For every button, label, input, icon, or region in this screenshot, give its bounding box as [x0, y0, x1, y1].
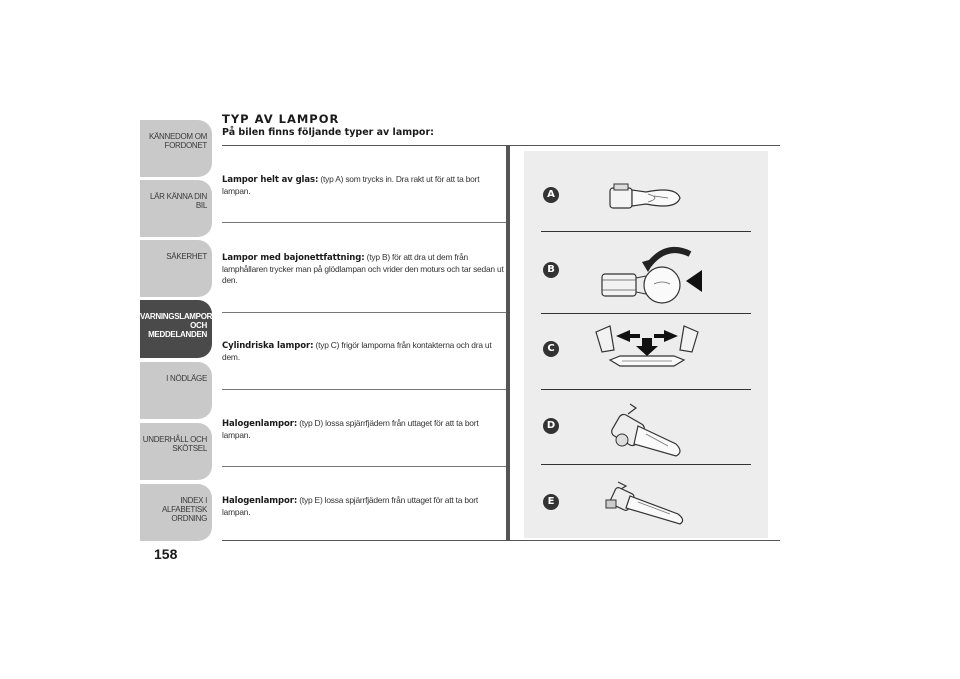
illustration-divider — [541, 313, 751, 314]
section-subtitle: På bilen finns följande typer av lampor: — [222, 127, 434, 138]
lamp-text: (typ E) lossa spjärrfjädern från uttaget för att ta bort lampan. — [222, 495, 478, 517]
tab-varningslampor-och-meddelanden[interactable] — [140, 300, 212, 358]
tab-label: KÄNNEDOM OM FORDONET — [148, 132, 207, 150]
festoon-bulb-icon — [592, 322, 702, 378]
row-divider — [222, 312, 506, 313]
lamp-type-c-description — [222, 340, 504, 363]
page-number: 158 — [154, 546, 178, 562]
row-divider — [222, 222, 506, 223]
tab-label: INDEX I ALFABETISK ORDNING — [161, 496, 207, 523]
illustration-divider — [541, 464, 751, 465]
top-rule — [222, 145, 780, 146]
lamp-type-e-description — [222, 495, 504, 518]
bottom-rule — [222, 540, 780, 541]
lamp-text: (typ D) lossa spjärrfjädern från uttaget för att ta bort lampan. — [222, 418, 479, 440]
tab-i-nodlage[interactable] — [140, 362, 212, 419]
tab-kannedom-om-fordonet[interactable] — [140, 120, 212, 177]
lamp-type-b-description — [222, 252, 504, 286]
tab-label: VARNINGSLAMPOR OCH MEDDELANDEN — [140, 312, 213, 339]
lamp-term: Halogenlampor: — [222, 419, 298, 429]
row-divider — [222, 466, 506, 467]
illustration-divider — [541, 389, 751, 390]
badge-a: A — [543, 187, 559, 203]
badge-b: B — [543, 262, 559, 278]
tab-label: SÄKERHET — [166, 252, 207, 261]
tab-label: UNDERHÅLL OCH SKÖTSEL — [142, 435, 207, 453]
halogen-h7-bulb-icon — [604, 478, 690, 530]
tab-sakerhet[interactable] — [140, 240, 212, 297]
halogen-h4-bulb-icon — [606, 400, 690, 462]
lamp-term: Halogenlampor: — [222, 496, 298, 506]
tab-label: I NÖDLÄGE — [166, 374, 207, 383]
tab-underhall-och-skotsel[interactable] — [140, 423, 212, 480]
lamp-type-d-description — [222, 418, 504, 441]
badge-d: D — [543, 418, 559, 434]
lamp-term: Lampor helt av glas: — [222, 175, 319, 185]
lamp-term: Lampor med bajonettfattning: — [222, 253, 365, 263]
row-divider — [222, 389, 506, 390]
tab-lar-kanna-din-bil[interactable] — [140, 180, 212, 237]
illustration-divider — [541, 231, 751, 232]
badge-e: E — [543, 494, 559, 510]
wedge-bulb-icon — [606, 172, 688, 222]
lamp-type-a-description — [222, 174, 504, 197]
tab-index-i-alfabetisk-ordning[interactable] — [140, 484, 212, 541]
bayonet-bulb-icon — [598, 240, 708, 308]
tab-label: LÄR KÄNNA DIN BIL — [149, 192, 207, 210]
lamp-term: Cylindriska lampor: — [222, 341, 314, 351]
lamp-text: (typ C) frigör lamporna från kontakterna och dra ut dem. — [222, 340, 492, 362]
column-divider — [506, 145, 510, 541]
lamp-text: (typ B) för att dra ut dem från lamphållaren trycker man på glödlampan och vrider den moturs och tar sedan ut den. — [222, 252, 504, 285]
lamp-text: (typ A) som trycks in. Dra rakt ut för att ta bort lampan. — [222, 174, 480, 196]
section-title: TYP AV LAMPOR — [222, 112, 340, 126]
badge-c: C — [543, 341, 559, 357]
